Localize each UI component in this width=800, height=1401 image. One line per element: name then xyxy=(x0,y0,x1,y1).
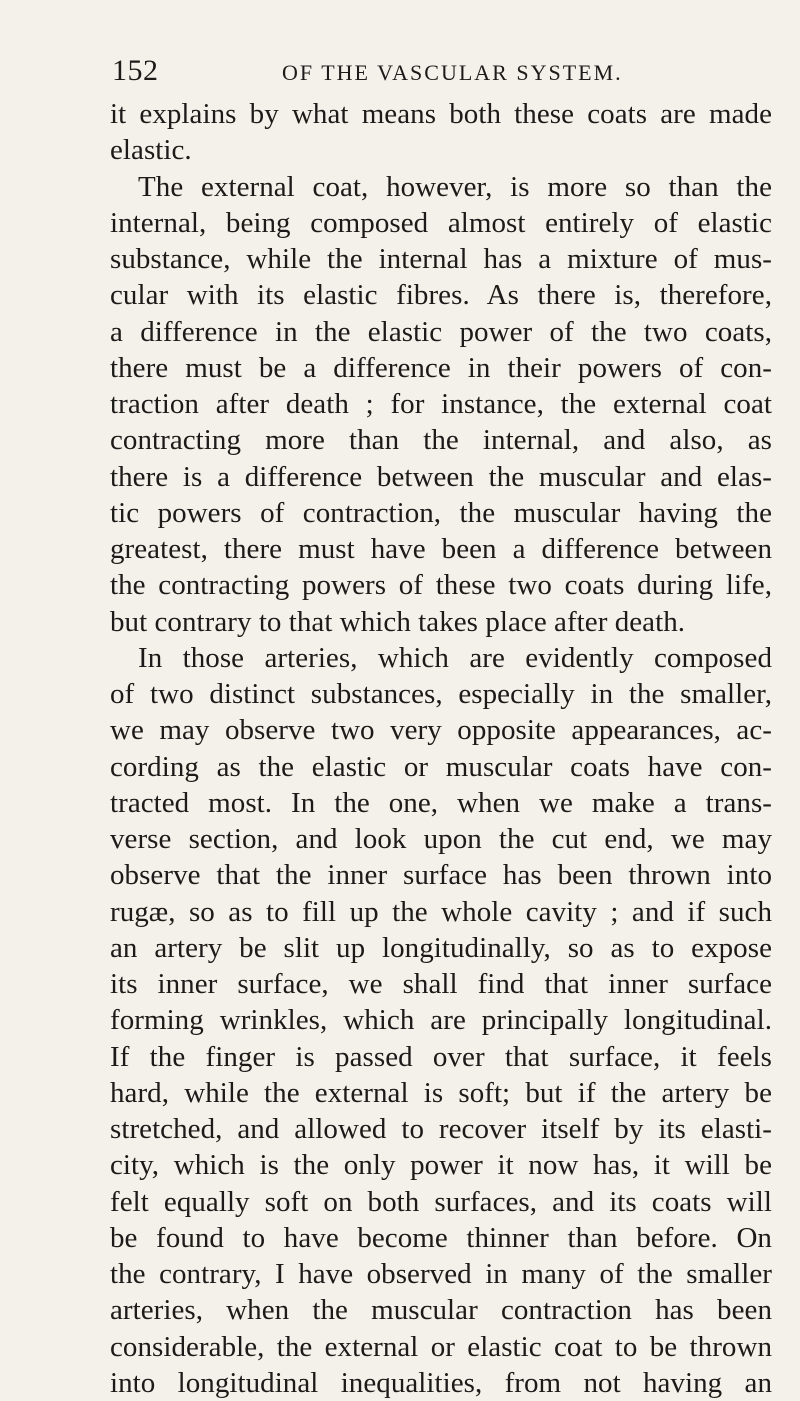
text-line: the contrary, I have observed in many of the smaller xyxy=(110,1258,772,1290)
running-head: OF THE VASCULAR SYSTEM. xyxy=(282,60,623,85)
page-header xyxy=(112,54,672,94)
text-line: arteries, when the muscular contraction has been xyxy=(110,1294,772,1327)
text-line: the contracting powers of these two coats during life, xyxy=(110,569,772,602)
text-line: city, which is the only power it now has, it will be xyxy=(110,1149,772,1182)
text-line: felt equally soft on both surfaces, and its coats will xyxy=(110,1185,772,1218)
text-line: there must be a difference in their powers of con- xyxy=(110,351,772,384)
text-line: of two distinct substances, especially in the smaller, xyxy=(110,678,772,710)
text-line: The external coat, however, is more so than the xyxy=(138,170,772,203)
text-line: internal, being composed almost entirely of elastic xyxy=(110,206,772,239)
text-line: there is a difference between the muscular and elas- xyxy=(110,460,772,493)
text-line: hard, while the external is soft; but if the artery be xyxy=(110,1076,772,1109)
page-number: 152 xyxy=(112,54,159,87)
text-line: tracted most. In the one, when we make a trans- xyxy=(110,786,772,819)
text-line: we may observe two very opposite appearances, ac- xyxy=(110,714,772,747)
text-line: rugæ, so as to fill up the whole cavity ; and if such xyxy=(110,895,772,928)
text-line: In those arteries, which are evidently composed xyxy=(138,641,772,674)
text-line: be found to have become thinner than before. On xyxy=(110,1221,772,1254)
text-line: forming wrinkles, which are principally longitudinal. xyxy=(110,1004,772,1037)
text-line: into longitudinal inequalities, from not having an xyxy=(110,1366,772,1399)
text-line: its inner surface, we shall find that inner surface xyxy=(110,968,772,1000)
text-line: but contrary to that which takes place after death. xyxy=(110,605,686,638)
text-line: an artery be slit up longitudinally, so as to expose xyxy=(110,931,772,964)
text-line: cording as the elastic or muscular coats have con- xyxy=(110,750,772,783)
text-line: contracting more than the internal, and also, as xyxy=(110,424,772,457)
text-line: tic powers of contraction, the muscular having the xyxy=(110,496,772,529)
text-line: observe that the inner surface has been thrown into xyxy=(110,859,772,892)
text-line: considerable, the external or elastic coat to be thrown xyxy=(110,1330,772,1363)
text-line: a difference in the elastic power of the two coats, xyxy=(110,315,772,348)
body-text xyxy=(110,96,772,1401)
text-line: greatest, there must have been a difference between xyxy=(110,533,772,565)
text-line: If the finger is passed over that surface, it feels xyxy=(110,1040,772,1073)
text-line: elastic. xyxy=(110,134,192,167)
text-line: it explains by what means both these coats are made xyxy=(110,98,772,130)
text-line: verse section, and look upon the cut end, we may xyxy=(110,823,772,855)
text-line: cular with its elastic fibres. As there is, therefore, xyxy=(110,279,772,312)
text-line: traction after death ; for instance, the external coat xyxy=(110,388,772,420)
text-line: substance, while the internal has a mixture of mus- xyxy=(110,243,772,275)
text-line: stretched, and allowed to recover itself by its elasti- xyxy=(110,1113,772,1145)
